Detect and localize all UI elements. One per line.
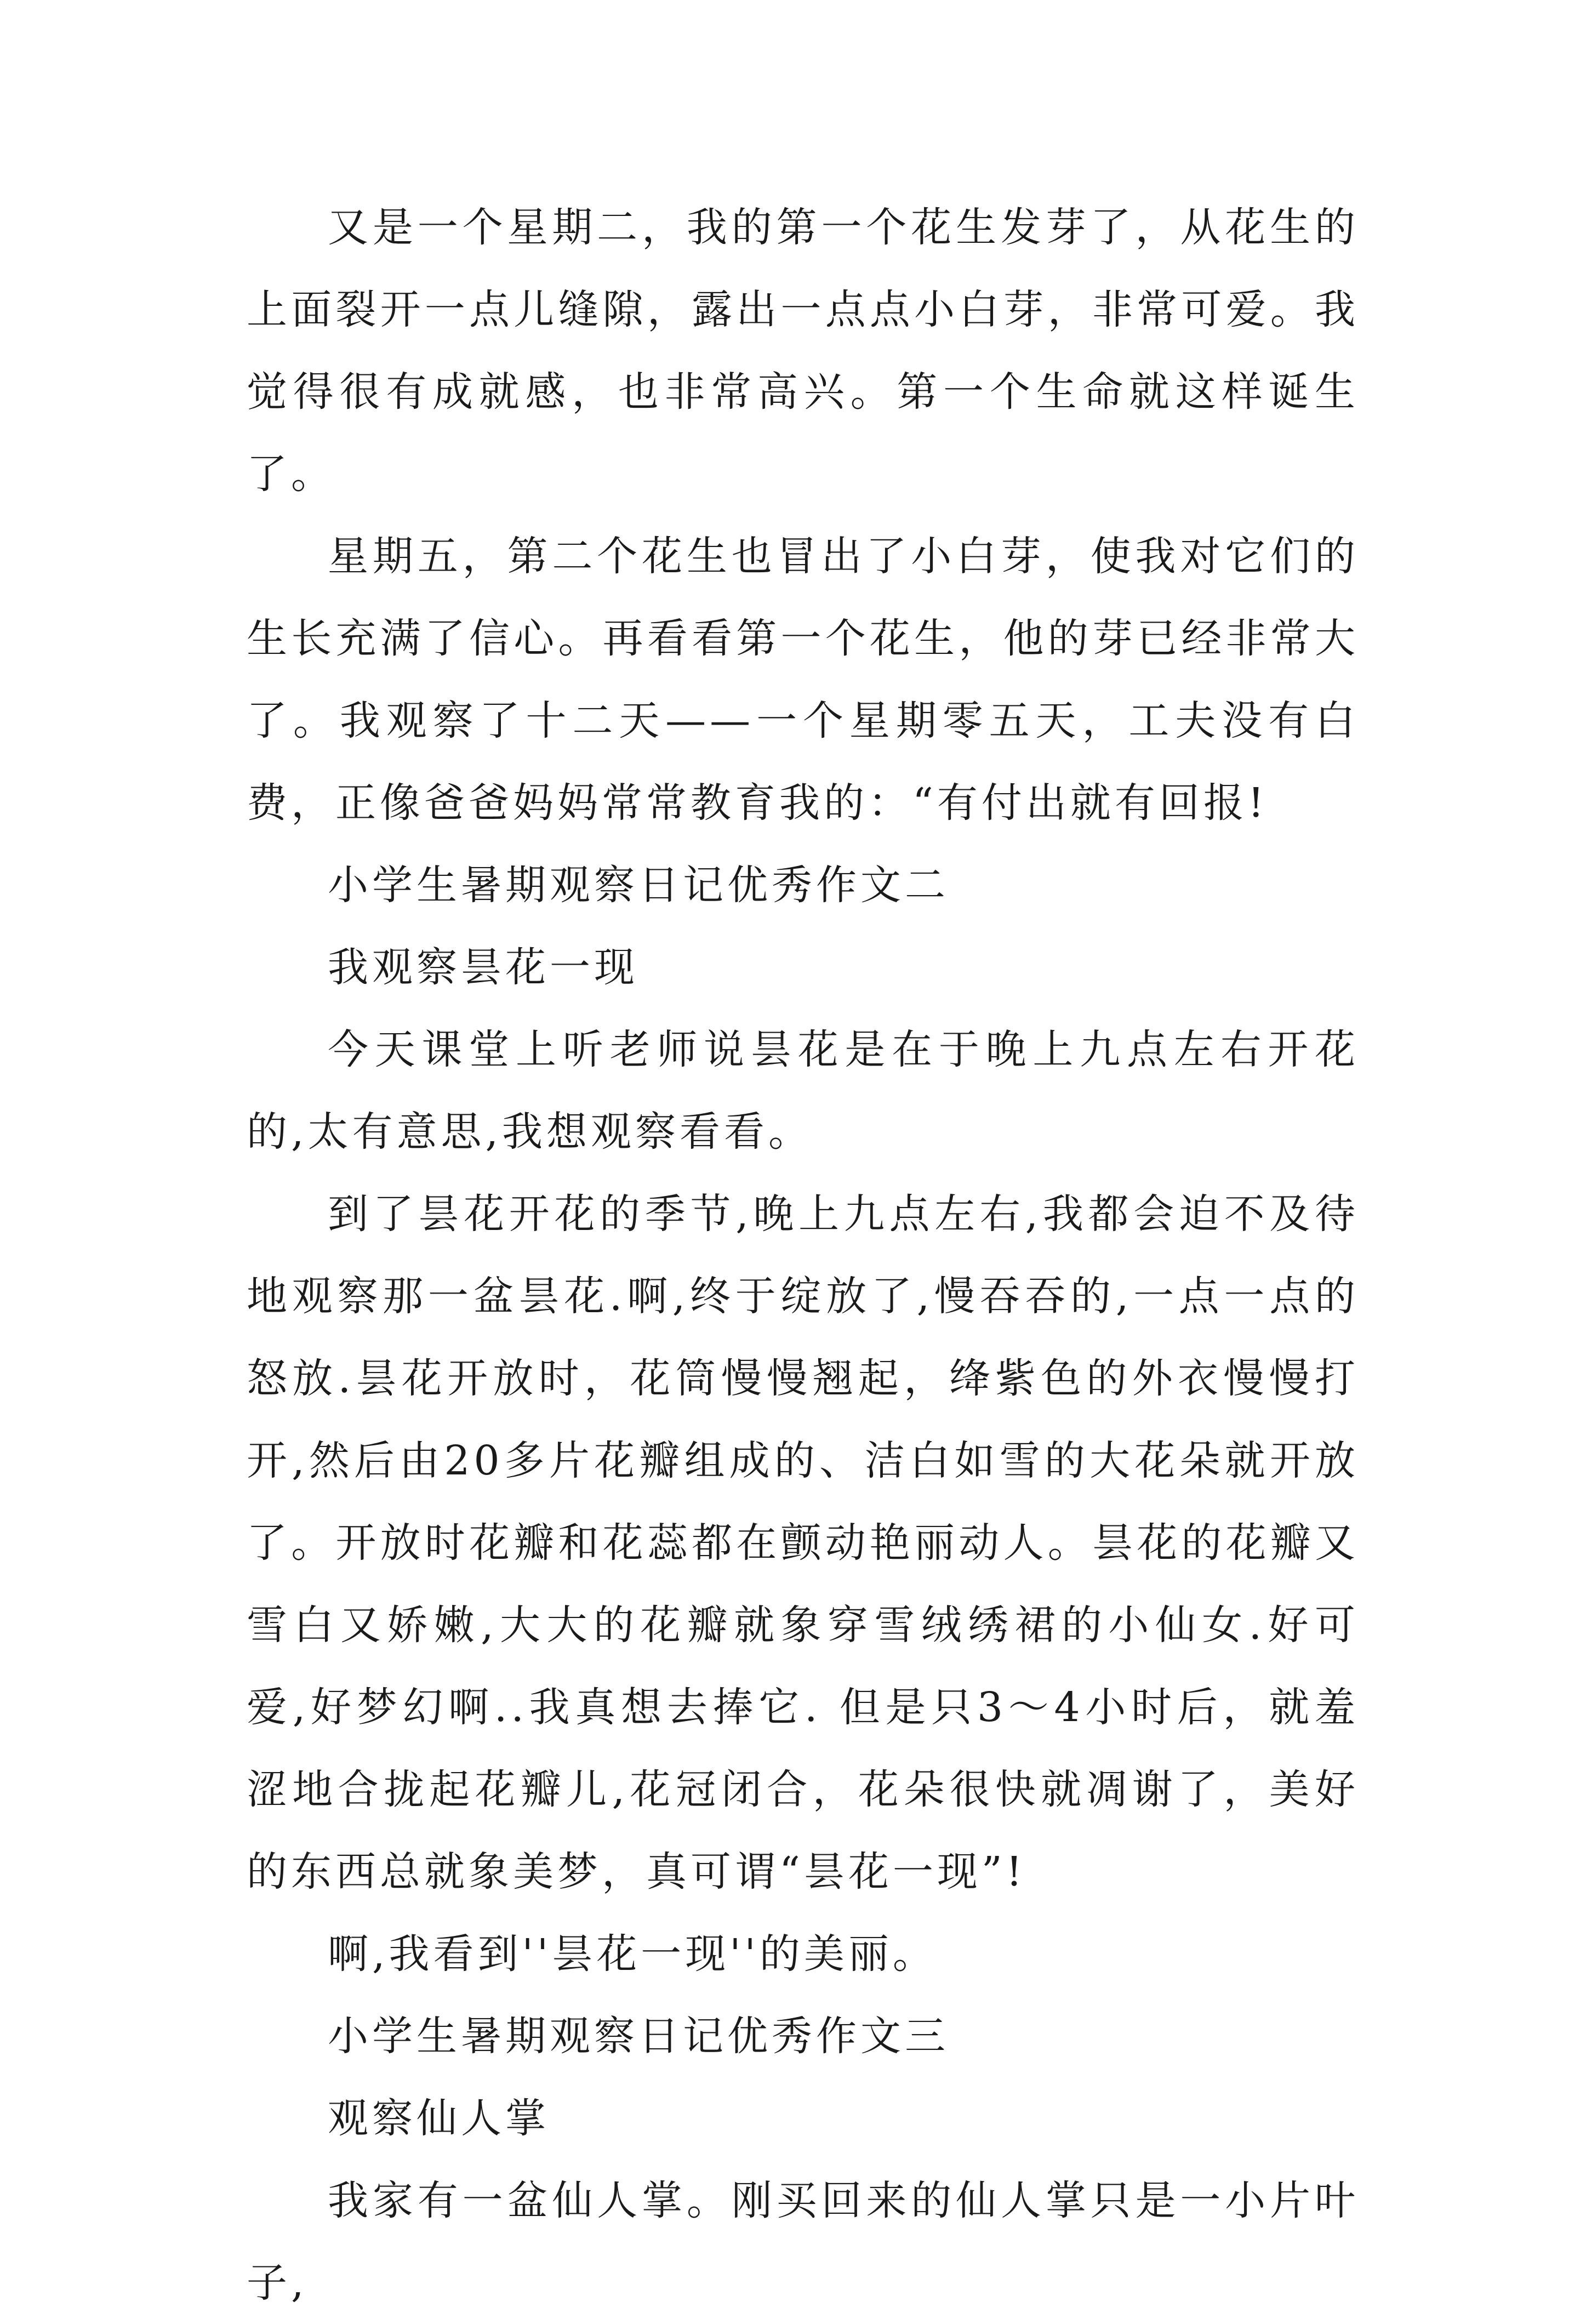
paragraph-blooming: 到了昙花开花的季节,晚上九点左右,我都会迫不及待地观察那一盆昙花.啊,终于绽放了,慢吞吞的,一点一点的怒放.昙花开放时，花筒慢慢翘起，绛紫色的外衣慢慢打开,然后由20多片花瓣组成的、洁白如雪的大花朵就开放了。开放时花瓣和花蕊都在颤动艳丽动人。昙花的花瓣又雪白又娇嫩,大大的花瓣就象穿雪绒绣裙的小仙女.好可爱,好梦幻啊..我真想去捧它. 但是只3～4小时后，就羞涩地合拢起花瓣儿,花冠闭合，花朵很快就凋谢了，美好的东西总就象美梦，真可谓“昙花一现”! — [247, 1191, 1359, 1895]
paragraph-beauty: 啊,我看到''昙花一现''的美丽。 — [328, 1930, 937, 1978]
section-title-essay-three: 小学生暑期观察日记优秀作文三 — [328, 2013, 949, 2060]
paragraph-teacher-said: 今天课堂上听老师说昙花是在于晚上九点左右开花的,太有意思,我想观察看看。 — [247, 1026, 1359, 1155]
paragraph-cactus: 我家有一盆仙人掌。刚买回来的仙人掌只是一小片叶子, — [247, 2177, 1359, 2306]
paragraph-first-sprout: 又是一个星期二，我的第一个花生发芽了，从花生的上面裂开一点儿缝隙，露出一点点小白芽，非常可爱。我觉得很有成就感，也非常高兴。第一个生命就这样诞生了。 — [247, 204, 1359, 498]
section-title-essay-two: 小学生暑期观察日记优秀作文二 — [328, 862, 949, 909]
document-body — [247, 186, 1359, 2324]
essay-title-cactus: 观察仙人掌 — [328, 2095, 550, 2142]
paragraph-second-sprout: 星期五，第二个花生也冒出了小白芽，使我对它们的生长充满了信心。再看看第一个花生，他的芽已经非常大了。我观察了十二天——一个星期零五天，工夫没有白费，正像爸爸妈妈常常教育我的：“有付出就有回报! — [247, 533, 1359, 827]
essay-title-epiphyllum: 我观察昙花一现 — [328, 944, 638, 991]
